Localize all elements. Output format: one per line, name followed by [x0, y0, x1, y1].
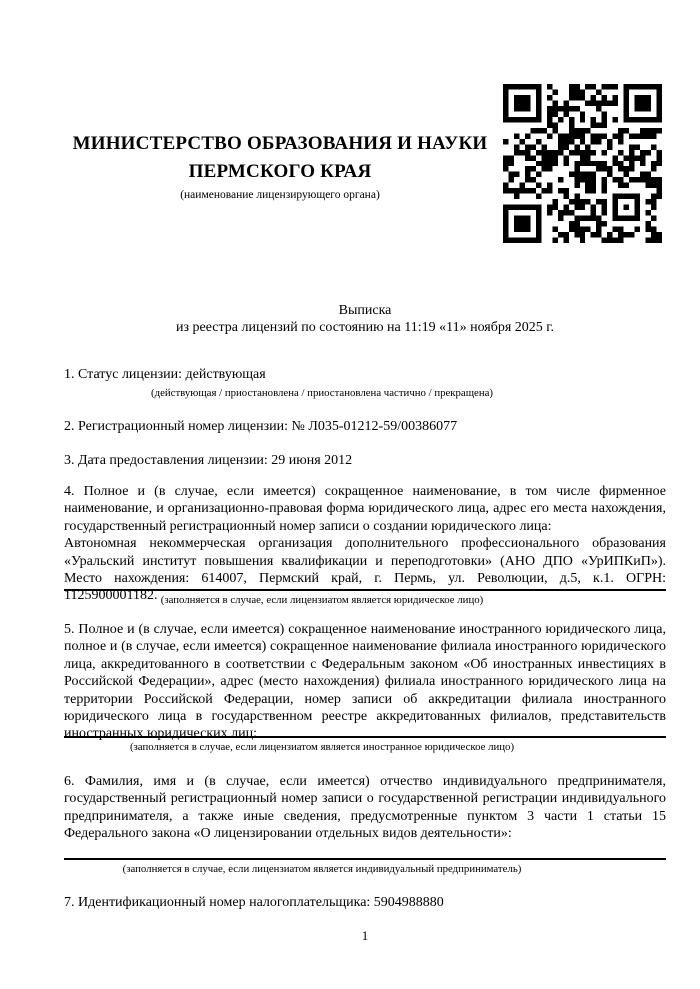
- legal-entity-value: Автономная некоммерческая организация дополнительного профессионального образования «Уральский институт повышения квалификации и переподготовки» (АНО ДПО «УрИПКиП»). Место нахождения: 614007, Пермский край, г. Пермь, ул. Революции, д.5, к.1. ОГРН: 1125900001182.: [64, 536, 666, 604]
- extract-subtitle: из реестра лицензий по состоянию на 11:19 «11» ноября 2025 г.: [176, 320, 554, 336]
- legal-entity-caption: (заполняется в случае, если лицензиатом является юридическое лицо): [160, 594, 484, 606]
- legal-entity-question: 4. Полное и (в случае, если имеется) сокращенное наименование, в том числе фирменное наименование, и организационно-правовая форма юридического лица, адрес его места нахождения, государственный регистрационный номер записи о создании юридического лица:: [64, 484, 666, 534]
- legal-entity-section: [64, 483, 666, 605]
- extract-title-block: [64, 302, 666, 337]
- page-number: 1: [361, 928, 369, 943]
- foreign-entity-caption: (заполняется в случае, если лицензиатом является иностранное юридическое лицо): [129, 741, 515, 753]
- legal-entity-field-rule: [64, 589, 666, 591]
- license-status-line: 1. Статус лицензии: действующая: [64, 367, 266, 382]
- grant-date-line: 3. Дата предоставления лицензии: 29 июня 2012: [64, 453, 353, 468]
- extract-title: Выписка: [338, 303, 392, 318]
- entrepreneur-section: [64, 773, 666, 843]
- qr-code-svg: [503, 84, 662, 243]
- inn-line: 7. Идентификационный номер налогоплательщика: 5904988880: [64, 895, 444, 910]
- ministry-header: [64, 130, 496, 202]
- foreign-entity-field-rule: [64, 736, 666, 738]
- registration-number-line: 2. Регистрационный номер лицензии: № Л035-01212-59/00386077: [64, 419, 458, 434]
- ministry-name: [64, 130, 496, 186]
- entrepreneur-question: 6. Фамилия, имя и (в случае, если имеется) отчество индивидуального предпринимателя, государственный регистрационный номер записи о государственной регистрации индивидуального предпринимателя, а также иные сведения, предусмотренные пунктом 3 части 1 статьи 15 Федерального закона «О лицензировании отдельных видов деятельности»:: [64, 774, 666, 842]
- foreign-entity-section: [64, 621, 666, 743]
- entrepreneur-field-rule: [64, 858, 666, 860]
- ministry-caption: (наименование лицензирующего органа): [180, 189, 380, 201]
- ministry-name-line2: ПЕРМСКОГО КРАЯ: [188, 161, 372, 182]
- ministry-name-line1: МИНИСТЕРСТВО ОБРАЗОВАНИЯ И НАУКИ: [72, 133, 488, 154]
- foreign-entity-question: 5. Полное и (в случае, если имеется) сокращенное наименование иностранного юридического лица, полное и (в случае, если имеется) сокращенное наименование филиала иностранного юридического лица, аккредитованного в соответствии с Федеральным законом «Об иностранных инвестициях в Российской Федерации», адрес (место нахождения) филиала иностранного юридического лица на территории Российской Федерации, номер записи об аккредитации филиала иностранного юридического лица в государственном реестре аккредитованных филиалов, представительств иностранных юридических лиц:: [64, 622, 666, 742]
- qr-code-icon: [503, 84, 662, 243]
- license-status-options-caption: (действующая / приостановлена / приостановлена частично / прекращена): [151, 387, 493, 399]
- entrepreneur-caption: (заполняется в случае, если лицензиатом является индивидуальный предприниматель): [122, 863, 522, 875]
